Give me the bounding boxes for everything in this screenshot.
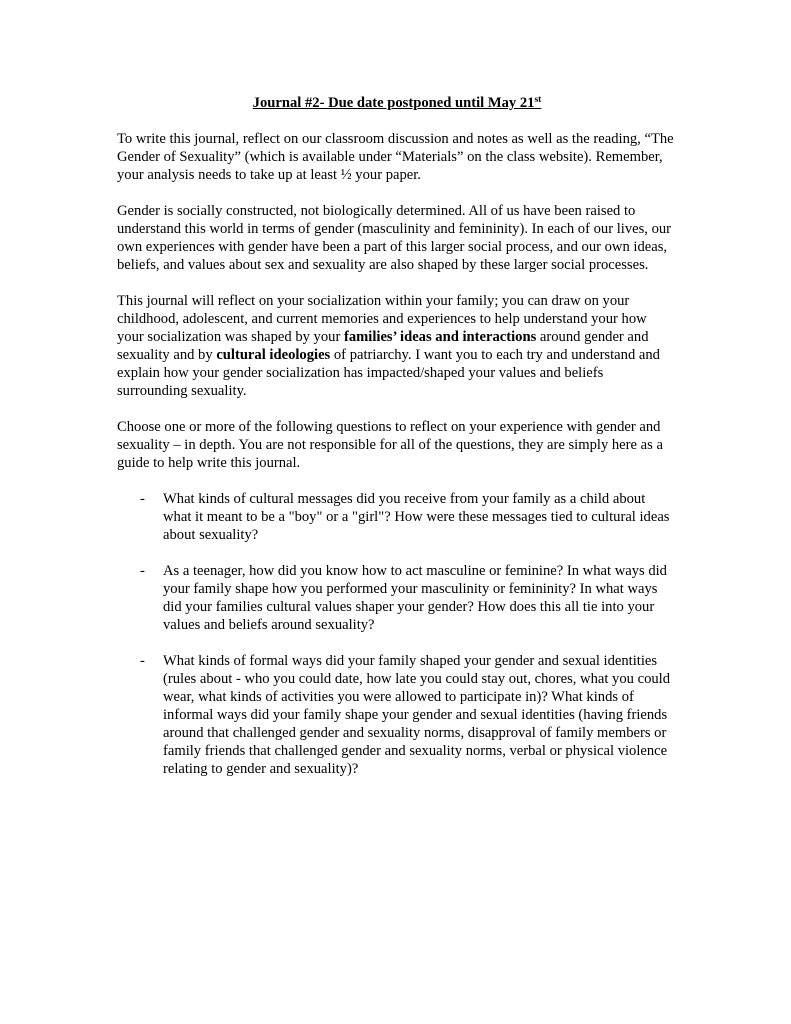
document-page: [117, 94, 677, 796]
document-title: [117, 94, 677, 112]
instructions-paragraph: Choose one or more of the following questions to reflect on your experience with gender and sexuality – in depth. You are not responsible for all of the questions, they are simply here as a guide to help write this journal.: [117, 419, 663, 471]
question-item: [117, 490, 677, 544]
question-text: As a teenager, how did you know how to act masculine or feminine? In what ways did your family shape how you performed your masculinity or femininity? In what ways did your families cultural values shaper your gender? How does this all tie into your values and beliefs around sexuality?: [163, 563, 667, 633]
socialization-text-3: of patriarchy. I want you to each try and understand and explain how your gender socialization has impacted/shaped your values and beliefs surrounding sexuality.: [117, 347, 660, 399]
question-list: [117, 490, 677, 778]
gender-paragraph: Gender is socially constructed, not biologically determined. All of us have been raised to understand this world in terms of gender (masculinity and femininity). In each of our lives, our own experiences with gender have been a part of this larger social process, and our own ideas, beliefs, and values about sex and sexuality are also shaped by these larger social processes.: [117, 203, 672, 273]
question-text: What kinds of formal ways did your family shaped your gender and sexual identities (rules about - who you could date, how late you could stay out, chores, what you could wear, what kinds of activities you were allowed to participate in)? What kinds of informal ways did your family shape your gender and sexual identities (having friends around that challenged gender and sexuality norms, disapproval of family members or family friends that challenged gender and sexuality norms, verbal or physical violence relating to gender and sexuality)?: [163, 653, 671, 777]
bullet-dash: -: [140, 653, 145, 669]
question-text: What kinds of cultural messages did you receive from your family as a child about what it meant to be a "boy" or a "girl"? How were these messages tied to cultural ideas about sexuality?: [163, 491, 670, 543]
socialization-text-1: This journal will reflect on your socialization within your family; you can draw on your childhood, adolescent, and current memories and experiences to help understand your how your socialization was shaped by your: [117, 293, 647, 345]
bullet-dash: -: [140, 491, 145, 507]
socialization-text-2: around gender and sexuality and by: [117, 329, 649, 363]
question-item: [117, 562, 677, 634]
socialization-bold-1: families’ ideas and interactions: [343, 329, 537, 345]
socialization-paragraph: [117, 292, 677, 400]
socialization-bold-2: cultural ideologies: [216, 347, 331, 363]
title-superscript: st: [534, 95, 542, 105]
title-text: Journal #2- Due date postponed until May 21: [252, 95, 535, 111]
question-item: [117, 652, 677, 778]
bullet-dash: -: [140, 563, 145, 579]
intro-paragraph: To write this journal, reflect on our classroom discussion and notes as well as the reading, “The Gender of Sexuality” (which is available under “Materials” on the class website). Remember, your analysis needs to take up at least ½ your paper.: [117, 131, 674, 183]
